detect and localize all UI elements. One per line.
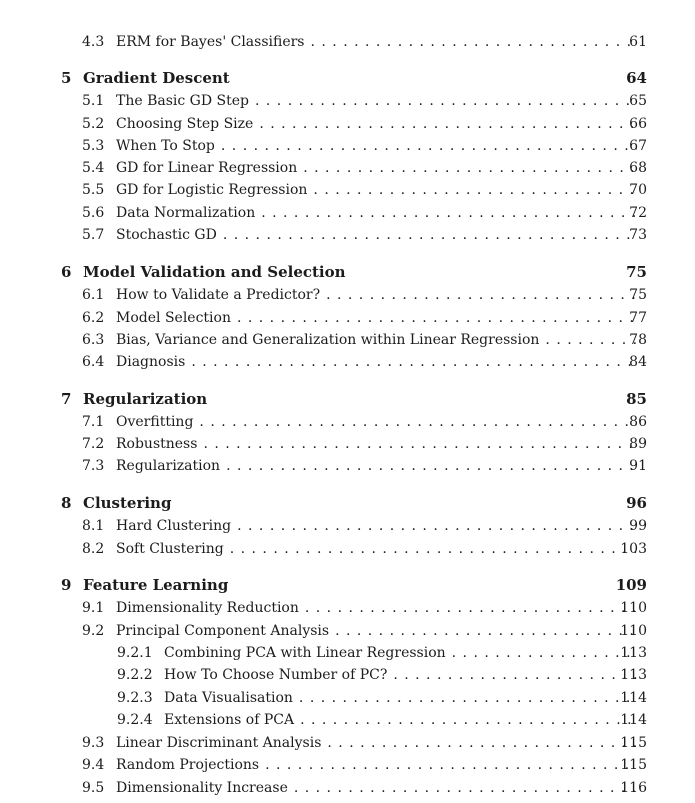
toc-section-entry[interactable] [0, 598, 695, 618]
entry-number: 6.4 [82, 354, 105, 370]
entry-page-number: 75 [626, 263, 647, 281]
dot-leader [230, 539, 637, 559]
dot-leader [237, 308, 637, 328]
entry-page-number: 70 [629, 182, 647, 198]
entry-page-number: 64 [626, 69, 647, 87]
dot-leader [203, 434, 637, 454]
toc-chapter-entry[interactable] [0, 389, 695, 409]
entry-number: 9 [61, 576, 72, 594]
entry-page-number: 77 [629, 310, 647, 326]
entry-number: 5.2 [82, 116, 105, 132]
dot-leader [226, 456, 637, 476]
entry-title: How to Validate a Predictor? [116, 287, 321, 303]
entry-page-number: 67 [629, 138, 647, 154]
toc-section-entry[interactable] [0, 643, 695, 663]
entry-title: Combining PCA with Linear Regression [164, 645, 446, 661]
dot-leader [265, 755, 637, 775]
entry-number: 8 [61, 494, 72, 512]
entry-page-number: 115 [620, 735, 647, 751]
entry-number: 9.2 [82, 623, 105, 639]
entry-title: Stochastic GD [116, 227, 217, 243]
entry-page-number: 85 [626, 390, 647, 408]
toc-section-entry[interactable] [0, 203, 695, 223]
entry-page-number: 91 [629, 458, 647, 474]
entry-title: Feature Learning [83, 576, 229, 594]
toc-section-entry[interactable] [0, 352, 695, 372]
entry-page-number: 114 [620, 690, 647, 706]
entry-number: 9.1 [82, 600, 105, 616]
entry-page-number: 113 [620, 645, 647, 661]
entry-title: Clustering [83, 494, 172, 512]
entry-page-number: 65 [629, 93, 647, 109]
entry-title: GD for Logistic Regression [116, 182, 308, 198]
entry-page-number: 114 [620, 712, 647, 728]
entry-title: Diagnosis [116, 354, 186, 370]
entry-number: 5 [61, 69, 72, 87]
entry-title: Extensions of PCA [164, 712, 295, 728]
entry-page-number: 110 [620, 600, 647, 616]
toc-section-entry[interactable] [0, 539, 695, 559]
entry-title: Overfitting [116, 414, 194, 430]
entry-number: 9.4 [82, 757, 105, 773]
entry-number: 5.4 [82, 160, 105, 176]
dot-leader [199, 412, 637, 432]
entry-number: 9.2.3 [117, 690, 153, 706]
toc-chapter-entry[interactable] [0, 575, 695, 595]
dot-leader [259, 114, 637, 134]
dot-leader [326, 285, 637, 305]
dot-leader [261, 203, 637, 223]
toc-chapter-entry[interactable] [0, 493, 695, 513]
entry-number: 9.2.4 [117, 712, 153, 728]
entry-number: 6 [61, 263, 72, 281]
entry-title: Regularization [83, 390, 208, 408]
toc-section-entry[interactable] [0, 434, 695, 454]
toc-section-entry[interactable] [0, 158, 695, 178]
entry-number: 7 [61, 390, 72, 408]
toc-section-entry[interactable] [0, 308, 695, 328]
dot-leader [255, 91, 637, 111]
entry-title: Data Visualisation [164, 690, 293, 706]
entry-title: Linear Discriminant Analysis [116, 735, 322, 751]
toc-section-entry[interactable] [0, 710, 695, 730]
entry-title: Principal Component Analysis [116, 623, 330, 639]
toc-section-entry[interactable] [0, 621, 695, 641]
entry-number: 9.3 [82, 735, 105, 751]
toc-section-entry[interactable] [0, 412, 695, 432]
entry-page-number: 109 [615, 576, 647, 594]
dot-leader [299, 688, 637, 708]
entry-title: Bias, Variance and Generalization within Linear Regression [116, 332, 540, 348]
dot-leader [452, 643, 637, 663]
entry-page-number: 115 [620, 757, 647, 773]
dot-leader [311, 32, 638, 52]
toc-chapter-entry[interactable] [0, 262, 695, 282]
dot-leader [393, 665, 637, 685]
entry-page-number: 96 [626, 494, 647, 512]
entry-page-number: 116 [620, 780, 647, 796]
entry-title: Regularization [116, 458, 221, 474]
dot-leader [237, 516, 637, 536]
entry-title: Gradient Descent [83, 69, 230, 87]
entry-number: 6.2 [82, 310, 105, 326]
entry-title: Hard Clustering [116, 518, 232, 534]
entry-title: GD for Linear Regression [116, 160, 298, 176]
dot-leader [305, 598, 637, 618]
entry-number: 4.3 [82, 34, 105, 50]
toc-section-entry[interactable] [0, 688, 695, 708]
entry-number: 6.1 [82, 287, 105, 303]
entry-page-number: 61 [629, 34, 647, 50]
entry-number: 6.3 [82, 332, 105, 348]
entry-number: 5.7 [82, 227, 105, 243]
dot-leader [327, 733, 637, 753]
entry-title: Model Selection [116, 310, 231, 326]
toc-section-entry[interactable] [0, 516, 695, 536]
toc-section-entry[interactable] [0, 330, 695, 350]
toc-section-entry[interactable] [0, 136, 695, 156]
toc-section-entry[interactable] [0, 665, 695, 685]
dot-leader [294, 778, 637, 798]
dot-leader [335, 621, 637, 641]
entry-page-number: 75 [629, 287, 647, 303]
entry-number: 9.2.1 [117, 645, 153, 661]
entry-page-number: 66 [629, 116, 647, 132]
entry-page-number: 73 [629, 227, 647, 243]
toc-chapter-entry[interactable] [0, 68, 695, 88]
toc-section-entry[interactable] [0, 225, 695, 245]
entry-number: 8.2 [82, 541, 105, 557]
dot-leader [191, 352, 637, 372]
toc-section-entry[interactable] [0, 32, 695, 52]
entry-page-number: 99 [629, 518, 647, 534]
entry-number: 8.1 [82, 518, 105, 534]
dot-leader [221, 136, 637, 156]
toc-section-entry[interactable] [0, 755, 695, 775]
entry-title: Dimensionality Reduction [116, 600, 299, 616]
entry-page-number: 89 [629, 436, 647, 452]
entry-number: 9.5 [82, 780, 105, 796]
dot-leader [313, 180, 637, 200]
entry-title: The Basic GD Step [116, 93, 249, 109]
entry-page-number: 78 [629, 332, 647, 348]
toc-section-entry[interactable] [0, 180, 695, 200]
entry-title: When To Stop [116, 138, 215, 154]
entry-title: Choosing Step Size [116, 116, 254, 132]
toc-section-entry[interactable] [0, 114, 695, 134]
entry-title: Model Validation and Selection [83, 263, 346, 281]
dot-leader [300, 710, 637, 730]
entry-title: Dimensionality Increase [116, 780, 288, 796]
entry-page-number: 68 [629, 160, 647, 176]
entry-title: Robustness [116, 436, 198, 452]
entry-page-number: 113 [620, 667, 647, 683]
toc-section-entry[interactable] [0, 778, 695, 798]
toc-section-entry[interactable] [0, 733, 695, 753]
entry-number: 5.3 [82, 138, 105, 154]
entry-page-number: 86 [629, 414, 647, 430]
dot-leader [303, 158, 637, 178]
entry-number: 5.5 [82, 182, 105, 198]
entry-number: 7.2 [82, 436, 105, 452]
entry-title: How To Choose Number of PC? [164, 667, 388, 683]
toc-section-entry[interactable] [0, 91, 695, 111]
entry-number: 7.1 [82, 414, 105, 430]
entry-page-number: 103 [620, 541, 647, 557]
entry-title: Data Normalization [116, 205, 256, 221]
entry-title: Random Projections [116, 757, 260, 773]
entry-page-number: 84 [629, 354, 647, 370]
entry-page-number: 110 [620, 623, 647, 639]
toc-section-entry[interactable] [0, 456, 695, 476]
entry-number: 7.3 [82, 458, 105, 474]
entry-number: 5.6 [82, 205, 105, 221]
entry-number: 5.1 [82, 93, 105, 109]
entry-title: Soft Clustering [116, 541, 224, 557]
entry-title: ERM for Bayes' Classifiers [116, 34, 305, 50]
dot-leader [223, 225, 637, 245]
toc-section-entry[interactable] [0, 285, 695, 305]
entry-page-number: 72 [629, 205, 647, 221]
entry-number: 9.2.2 [117, 667, 153, 683]
